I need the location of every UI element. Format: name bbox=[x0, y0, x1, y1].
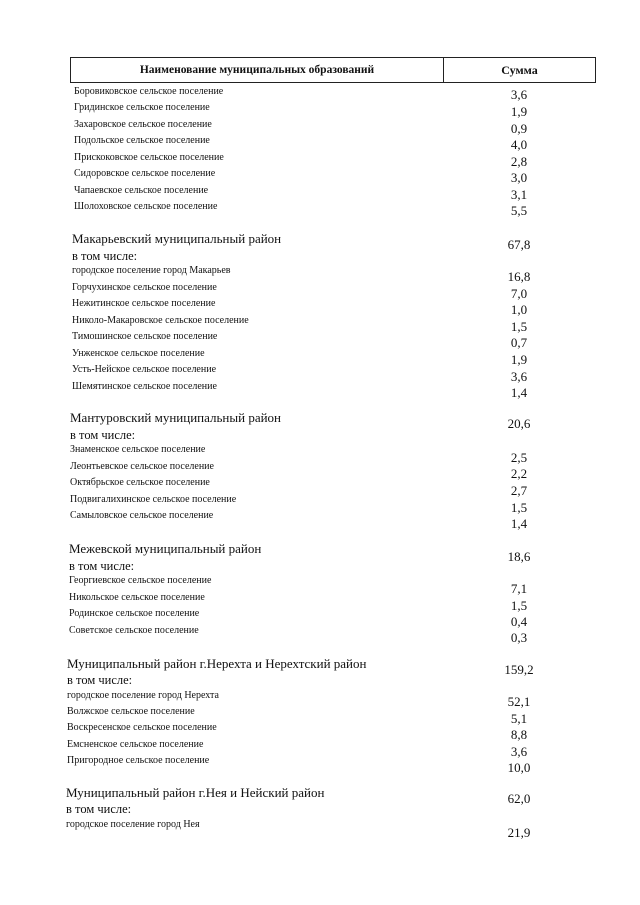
row-name: городское поселение город Макарьев bbox=[72, 265, 231, 276]
row-name: Подвигалихинское сельское поселение bbox=[70, 494, 237, 505]
row-name: в том числе: bbox=[72, 249, 138, 263]
row-value: 2,5 bbox=[510, 450, 528, 465]
row-value: 20,6 bbox=[507, 416, 531, 431]
row-name: Пригородное сельское поселение bbox=[67, 755, 210, 766]
row-value: 3,0 bbox=[510, 170, 528, 185]
row-name: Муниципальный район г.Нерехта и Нерехтский район bbox=[67, 656, 367, 671]
row-value: 0,4 bbox=[510, 614, 528, 629]
row-value: 1,4 bbox=[510, 516, 528, 531]
row-value: 3,6 bbox=[510, 369, 528, 384]
row-value: 10,0 bbox=[507, 760, 531, 775]
row-name: Воскресенское сельское поселение bbox=[67, 722, 217, 733]
row-value: 21,9 bbox=[507, 825, 531, 840]
row-name: Чапаевское сельское поселение bbox=[74, 185, 209, 196]
row-value: 8,8 bbox=[510, 727, 528, 742]
row-value: 18,6 bbox=[507, 549, 531, 564]
sum-column-header: Сумма bbox=[501, 62, 538, 77]
row-name: городское поселение город Нерехта bbox=[67, 690, 219, 701]
row-value: 0,3 bbox=[510, 630, 528, 645]
row-name: Николо-Макаровское сельское поселение bbox=[72, 315, 249, 326]
row-name: Самыловское сельское поселение bbox=[70, 510, 214, 521]
row-value: 5,1 bbox=[510, 711, 528, 726]
row-name: в том числе: bbox=[66, 802, 132, 816]
row-value: 3,1 bbox=[510, 187, 528, 202]
row-name: городское поселение город Нея bbox=[66, 819, 200, 830]
row-name: Боровиковское сельское поселение bbox=[74, 86, 224, 97]
row-value: 1,0 bbox=[510, 302, 528, 317]
table-header bbox=[70, 57, 596, 83]
row-name: Мантуровский муниципальный район bbox=[70, 410, 282, 425]
row-value: 0,9 bbox=[510, 121, 528, 136]
row-name: Родинское сельское поселение bbox=[69, 608, 200, 619]
row-name: Октябрьское сельское поселение bbox=[70, 477, 210, 488]
row-value: 2,8 bbox=[510, 154, 528, 169]
row-name: Макарьевский муниципальный район bbox=[72, 231, 282, 246]
row-name: Межевской муниципальный район bbox=[69, 541, 262, 556]
row-name: Сидоровское сельское поселение bbox=[74, 168, 216, 179]
row-name: в том числе: bbox=[67, 673, 133, 687]
row-value: 5,5 bbox=[510, 203, 528, 218]
row-value: 1,9 bbox=[510, 352, 528, 367]
row-name: Волжское сельское поселение bbox=[67, 706, 195, 717]
row-name: Нежитинское сельское поселение bbox=[72, 298, 216, 309]
row-value: 1,5 bbox=[510, 598, 528, 613]
row-name: Шемятинское сельское поселение bbox=[72, 381, 217, 392]
row-name: Подольское сельское поселение bbox=[74, 135, 210, 146]
row-name: Емсненское сельское поселение bbox=[67, 739, 204, 750]
row-value: 7,0 bbox=[510, 286, 528, 301]
row-name: Георгиевское сельское поселение bbox=[69, 575, 212, 586]
row-value: 2,2 bbox=[510, 466, 528, 481]
name-column-header: Наименование муниципальных образований bbox=[71, 58, 444, 82]
row-name: Горчухинское сельское поселение bbox=[72, 282, 217, 293]
row-name: Прискоковское сельское поселение bbox=[74, 152, 224, 163]
row-value: 7,1 bbox=[510, 581, 528, 596]
row-value: 3,6 bbox=[510, 744, 528, 759]
row-value: 4,0 bbox=[510, 137, 528, 152]
row-name: в том числе: bbox=[70, 428, 136, 442]
row-name: в том числе: bbox=[69, 559, 135, 573]
row-name: Усть-Нейское сельское поселение bbox=[72, 364, 217, 375]
row-value: 1,4 bbox=[510, 385, 528, 400]
row-name: Захаровское сельское поселение bbox=[74, 119, 212, 130]
row-value: 0,7 bbox=[510, 335, 528, 350]
row-value: 159,2 bbox=[504, 662, 534, 677]
row-value: 2,7 bbox=[510, 483, 528, 498]
row-name: Знаменское сельское поселение bbox=[70, 444, 206, 455]
row-value: 67,8 bbox=[507, 237, 531, 252]
row-name: Никольское сельское поселение bbox=[69, 592, 205, 603]
row-value: 1,5 bbox=[510, 319, 528, 334]
row-value: 62,0 bbox=[507, 791, 531, 806]
row-name: Муниципальный район г.Нея и Нейский район bbox=[66, 785, 325, 800]
row-value: 52,1 bbox=[507, 694, 531, 709]
row-name: Леонтьевское сельское поселение bbox=[70, 461, 214, 472]
row-value: 3,6 bbox=[510, 87, 528, 102]
row-name: Унженское сельское поселение bbox=[72, 348, 205, 359]
row-value: 16,8 bbox=[507, 269, 531, 284]
row-value: 1,9 bbox=[510, 104, 528, 119]
row-name: Тимошинское сельское поселение bbox=[72, 331, 218, 342]
row-name: Советское сельское поселение bbox=[69, 625, 199, 636]
row-value: 1,5 bbox=[510, 500, 528, 515]
row-name: Шолоховское сельское поселение bbox=[74, 201, 218, 212]
row-name: Гридинское сельское поселение bbox=[74, 102, 210, 113]
